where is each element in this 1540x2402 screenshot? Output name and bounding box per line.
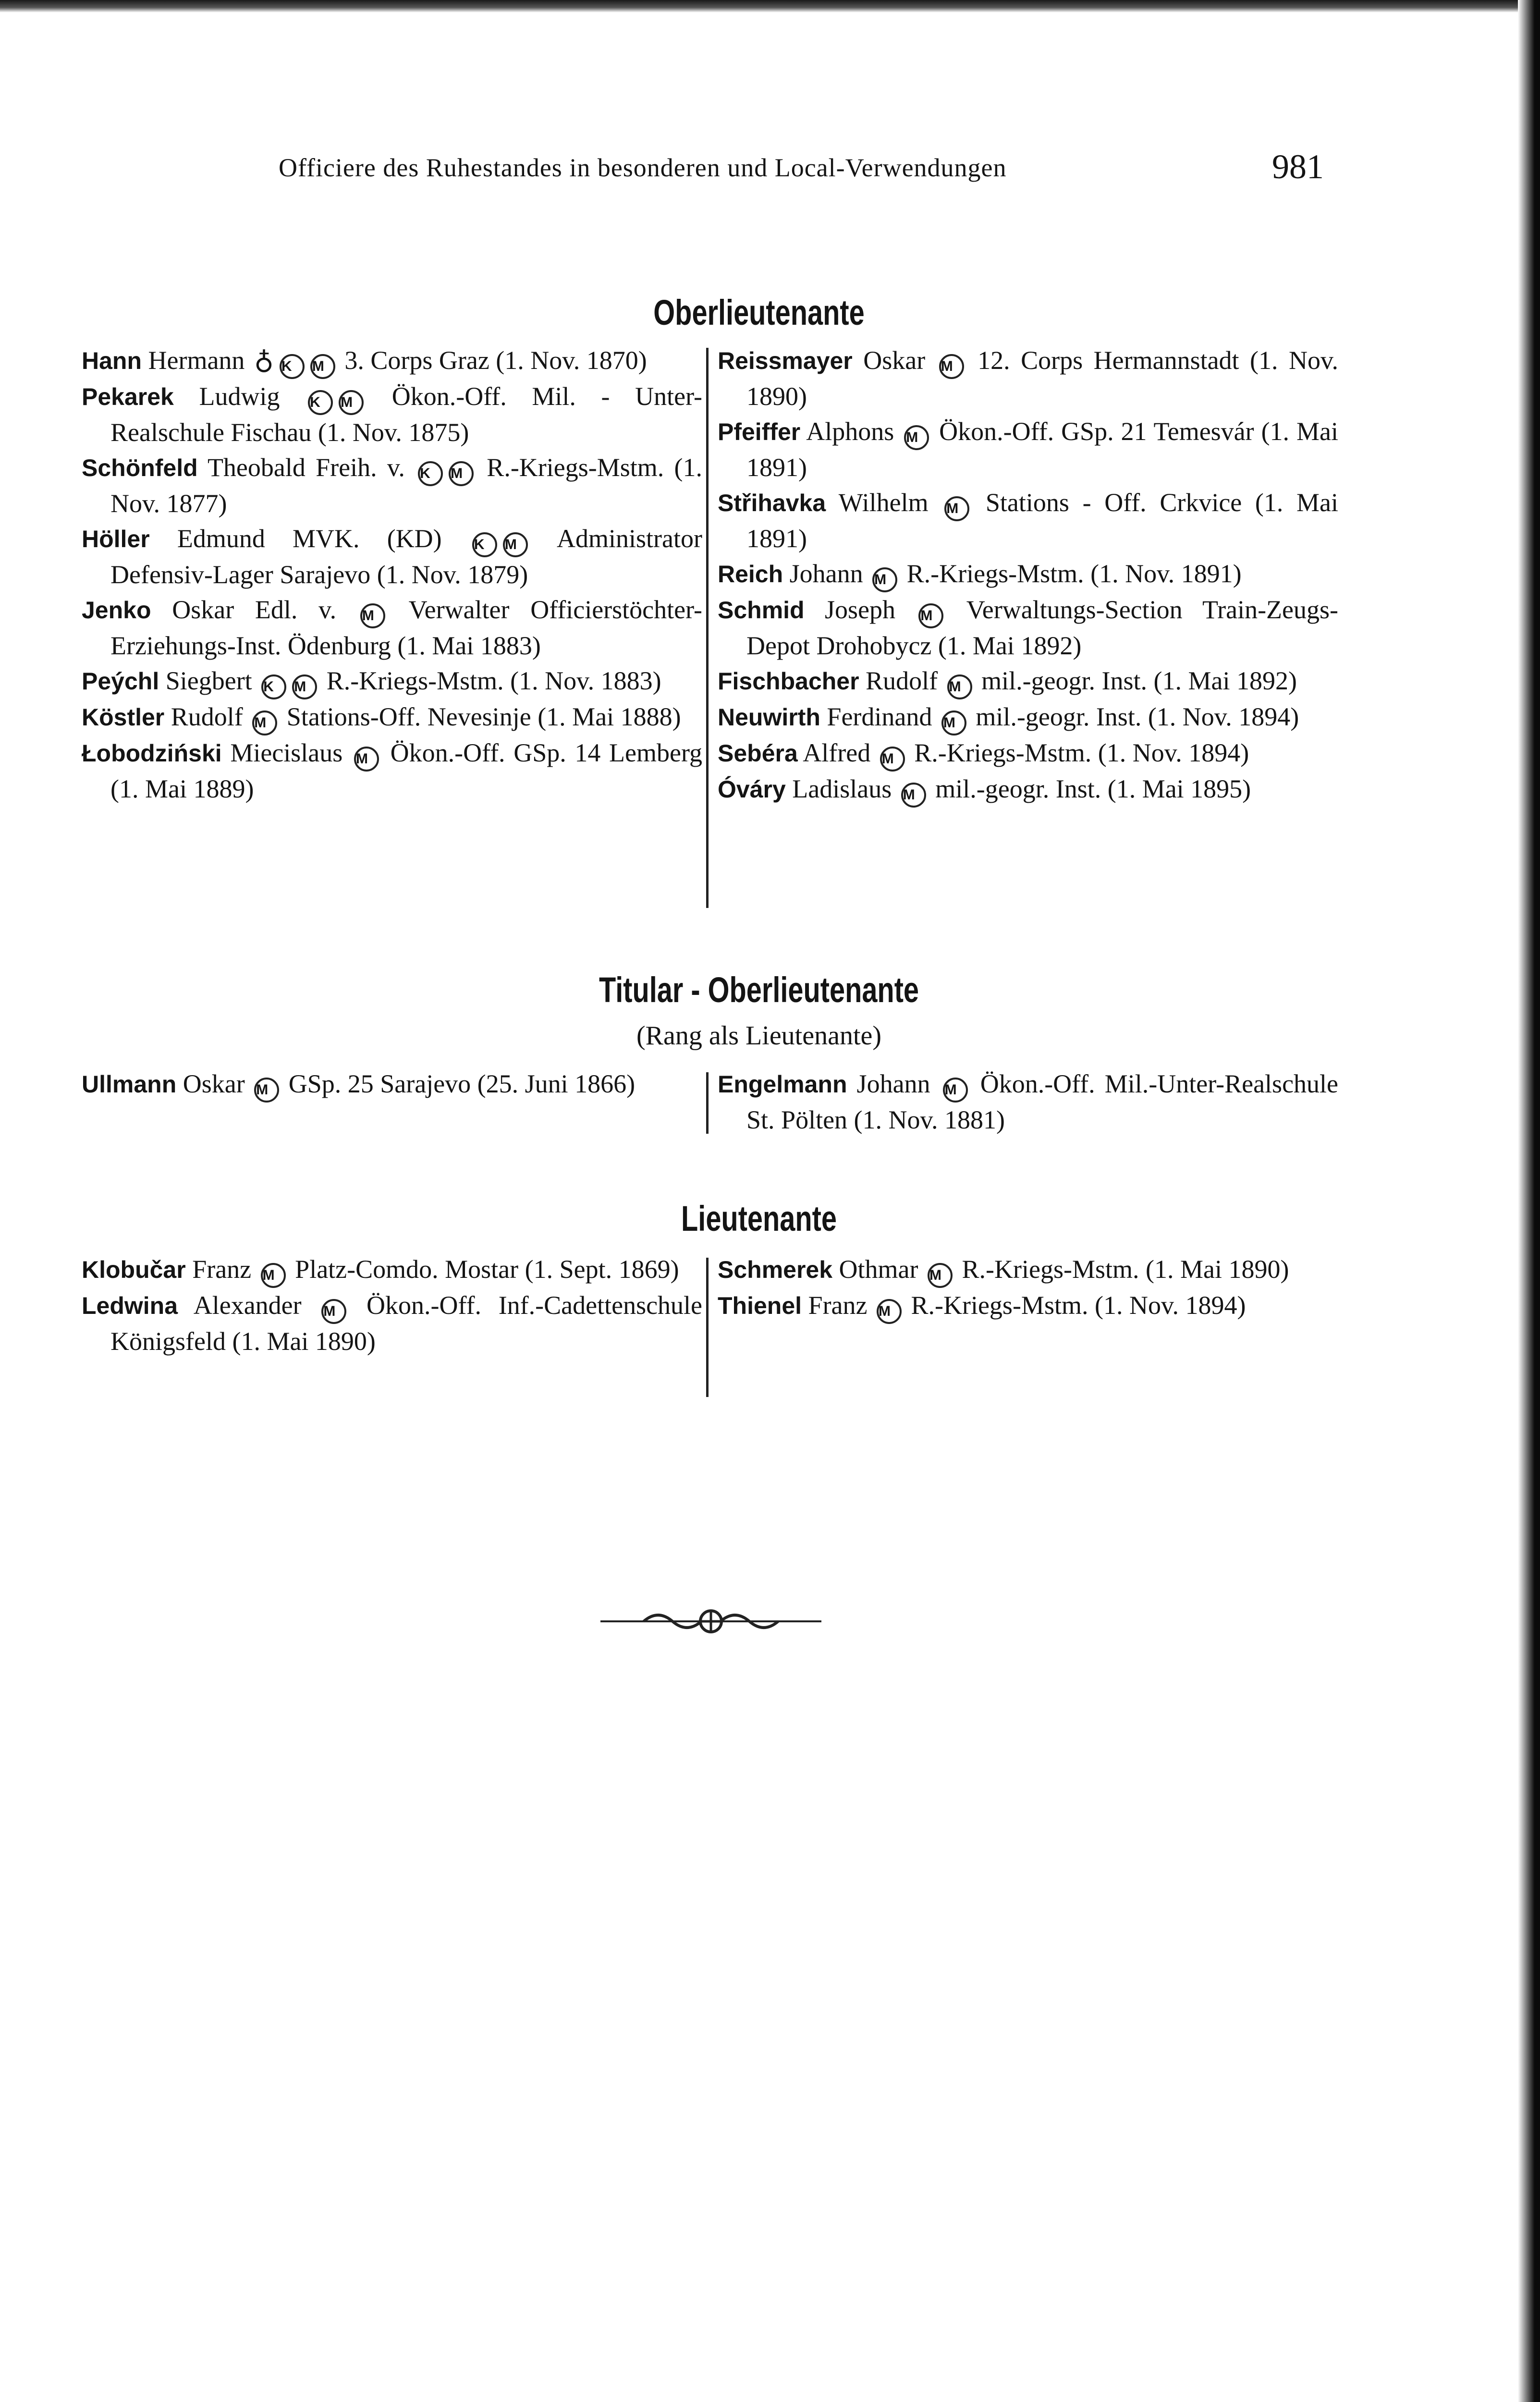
entry — [82, 735, 702, 807]
entry-details: Ökon.-Off. Mil. - Unter-Realschule Fischau (1. Nov. 1875) — [110, 382, 702, 447]
entry-given-name: Othmar — [832, 1255, 918, 1284]
entry-details: mil.-geogr. Inst. (1. Nov. 1894) — [969, 702, 1299, 731]
entry-surname: Peýchl — [82, 668, 159, 695]
m-medal-icon: M — [904, 425, 929, 450]
entry-given-name: Ladislaus — [785, 774, 892, 803]
entry-given-name: Oskar — [176, 1069, 245, 1098]
entry-details: 3. Corps Graz (1. Nov. 1870) — [338, 346, 647, 375]
entry — [82, 1252, 702, 1288]
entry-surname: Óváry — [718, 776, 786, 803]
entry-details: GSp. 25 Sarajevo (25. Juni 1866) — [282, 1069, 636, 1098]
entry-given-name: Alphons — [800, 417, 894, 446]
m-medal-icon: M — [252, 711, 277, 735]
column-right — [718, 343, 1338, 808]
entry-details: 12. Corps Hermannstadt (1. Nov. 1890) — [746, 346, 1338, 411]
entry — [82, 521, 702, 592]
entry-surname: Klobučar — [82, 1256, 186, 1283]
entry — [718, 772, 1338, 808]
m-medal-icon: M — [941, 711, 966, 735]
k-medal-icon: K — [308, 390, 333, 415]
entry-details: R.-Kriegs-Mstm. (1. Mai 1890) — [955, 1255, 1289, 1284]
entry — [82, 592, 702, 663]
entry-surname: Střihavka — [718, 490, 826, 516]
entry-given-name: Franz — [185, 1255, 252, 1284]
entry-details: Stations - Off. Crkvice (1. Mai 1891) — [746, 488, 1339, 553]
entry-given-name: Oskar Edl. v. — [151, 595, 337, 624]
entry-details: R.-Kriegs-Mstm. (1. Nov. 1894) — [907, 738, 1249, 767]
entry-given-name: Ludwig — [173, 382, 280, 411]
scan-edge-top — [0, 0, 1518, 12]
entry — [82, 699, 702, 735]
section-title-titular-oberlieutenante: Titular - Oberlieutenante — [599, 970, 919, 1010]
m-medal-icon: M — [939, 354, 964, 379]
entry-surname: Ledwina — [82, 1292, 178, 1319]
column-left — [82, 1066, 702, 1103]
entry — [718, 1066, 1338, 1138]
m-medal-icon: M — [943, 1078, 968, 1103]
entry-details: R.-Kriegs-Mstm. (1. Nov. 1877) — [110, 453, 702, 518]
m-medal-icon: M — [360, 603, 385, 628]
decoration-cross-icon: ♁ — [254, 345, 274, 375]
entry-details: Verwalter Officierstöchter-Erziehungs-Inst. Ödenburg (1. Mai 1883) — [110, 595, 702, 660]
entry-surname: Jenko — [82, 597, 151, 624]
section-title-lieutenante: Lieutenante — [681, 1199, 837, 1238]
entry — [82, 450, 702, 521]
page-number: 981 — [1272, 147, 1324, 186]
entry-surname: Ullmann — [82, 1071, 177, 1098]
entry-given-name: Hermann — [142, 346, 245, 375]
m-medal-icon: M — [901, 783, 926, 808]
entry-surname: Fischbacher — [718, 668, 859, 695]
scan-edge-right — [1518, 0, 1540, 2402]
m-medal-icon: M — [449, 461, 474, 486]
entry — [718, 556, 1338, 592]
end-ornament — [600, 1605, 821, 1638]
m-medal-icon: M — [261, 1263, 286, 1288]
column-right — [718, 1066, 1338, 1138]
m-medal-icon: M — [254, 1078, 279, 1103]
entry-surname: Köstler — [82, 704, 165, 731]
entry-surname: Hann — [82, 347, 142, 374]
entry-surname: Engelmann — [718, 1071, 847, 1098]
entry-details: mil.-geogr. Inst. (1. Mai 1892) — [975, 666, 1297, 695]
entry-surname: Reissmayer — [718, 347, 853, 374]
section-subtitle: (Rang als Lieutenante) — [636, 1021, 881, 1051]
k-medal-icon: K — [280, 354, 305, 379]
entry-surname: Łobodziński — [82, 740, 222, 767]
column-rule — [706, 1072, 709, 1134]
entry-given-name: Oskar — [852, 346, 926, 375]
entry-surname: Schmerek — [718, 1256, 833, 1283]
section-title-oberlieutenante: Oberlieutenante — [653, 293, 865, 332]
entry-details: Administrator Defensiv-Lager Sarajevo (1. Nov. 1879) — [110, 524, 702, 589]
k-medal-icon: K — [418, 461, 443, 486]
entry-surname: Höller — [82, 526, 150, 552]
column-left — [82, 343, 702, 807]
entry-surname: Pfeiffer — [718, 418, 801, 445]
k-medal-icon: K — [472, 532, 497, 557]
entry — [82, 1066, 702, 1103]
entry-given-name: Miecislaus — [221, 738, 343, 767]
entry-given-name: Franz — [802, 1291, 868, 1320]
entry-surname: Neuwirth — [718, 704, 820, 731]
entry-given-name: Rudolf — [859, 666, 938, 695]
entry-details: Verwaltungs-Section Train-Zeugs-Depot Drohobycz (1. Mai 1892) — [746, 595, 1339, 660]
entry — [82, 343, 702, 379]
column-rule — [706, 1258, 709, 1397]
entry-given-name: Johann — [783, 559, 863, 588]
m-medal-icon: M — [944, 496, 969, 521]
entry — [718, 699, 1338, 735]
m-medal-icon: M — [310, 354, 335, 379]
entry-surname: Sebéra — [718, 740, 798, 767]
entry — [82, 663, 702, 699]
column-right — [718, 1252, 1338, 1324]
entry-details: R.-Kriegs-Mstm. (1. Nov. 1894) — [904, 1291, 1246, 1320]
m-medal-icon: M — [918, 603, 943, 628]
entry-given-name: Alfred — [797, 738, 871, 767]
entry — [718, 343, 1338, 414]
m-medal-icon: M — [354, 747, 379, 772]
entry-given-name: Wilhelm — [826, 488, 929, 517]
entry — [718, 485, 1338, 556]
entry-given-name: Siegbert — [159, 666, 252, 695]
m-medal-icon: M — [928, 1263, 953, 1288]
entry-details: Platz-Comdo. Mostar (1. Sept. 1869) — [288, 1255, 679, 1284]
entry-details: Ökon.-Off. GSp. 14 Lemberg (1. Mai 1889) — [110, 738, 702, 803]
entry-details: R.-Kriegs-Mstm. (1. Nov. 1883) — [320, 666, 661, 695]
entry — [718, 414, 1338, 485]
entry — [718, 663, 1338, 699]
entry — [718, 1252, 1338, 1288]
entry-given-name: Alexander — [178, 1291, 302, 1320]
column-rule — [706, 348, 709, 908]
entry-surname: Thienel — [718, 1292, 802, 1319]
entry — [82, 1288, 702, 1359]
entry-details: Ökon.-Off. GSp. 21 Temesvár (1. Mai 1891) — [746, 417, 1338, 482]
entry-given-name: Ferdinand — [820, 702, 932, 731]
m-medal-icon: M — [339, 390, 364, 415]
entry — [718, 1288, 1338, 1324]
entry-surname: Schönfeld — [82, 454, 198, 481]
m-medal-icon: M — [947, 674, 972, 699]
entry-details: Ökon.-Off. Mil.-Unter-Realschule St. Pölten (1. Nov. 1881) — [746, 1069, 1339, 1134]
entry — [718, 592, 1338, 663]
k-medal-icon: K — [261, 674, 286, 699]
running-head: Officiere des Ruhestandes in besonderen und Local-Verwendungen — [279, 153, 1007, 182]
m-medal-icon: M — [321, 1299, 346, 1324]
m-medal-icon: M — [877, 1299, 902, 1324]
entry-details: mil.-geogr. Inst. (1. Mai 1895) — [929, 774, 1251, 803]
entry-given-name: Edmund MVK. (KD) — [149, 524, 442, 553]
entry-surname: Pekarek — [82, 383, 174, 410]
entry-details: Ökon.-Off. Inf.-Cadettenschule Königsfeld (1. Mai 1890) — [110, 1291, 703, 1356]
entry-details: Stations-Off. Nevesinje (1. Mai 1888) — [280, 702, 681, 731]
entry-surname: Schmid — [718, 597, 805, 624]
column-left — [82, 1252, 702, 1359]
entry-given-name: Rudolf — [164, 702, 243, 731]
entry-given-name: Joseph — [804, 595, 895, 624]
entry-surname: Reich — [718, 561, 783, 588]
m-medal-icon: M — [880, 747, 905, 772]
entry-details: R.-Kriegs-Mstm. (1. Nov. 1891) — [900, 559, 1242, 588]
m-medal-icon: M — [503, 532, 528, 557]
m-medal-icon: M — [292, 674, 317, 699]
m-medal-icon: M — [872, 567, 897, 592]
entry-given-name: Theobald Freih. v. — [197, 453, 405, 482]
entry-given-name: Johann — [847, 1069, 930, 1098]
entry — [718, 735, 1338, 772]
entry — [82, 379, 702, 450]
